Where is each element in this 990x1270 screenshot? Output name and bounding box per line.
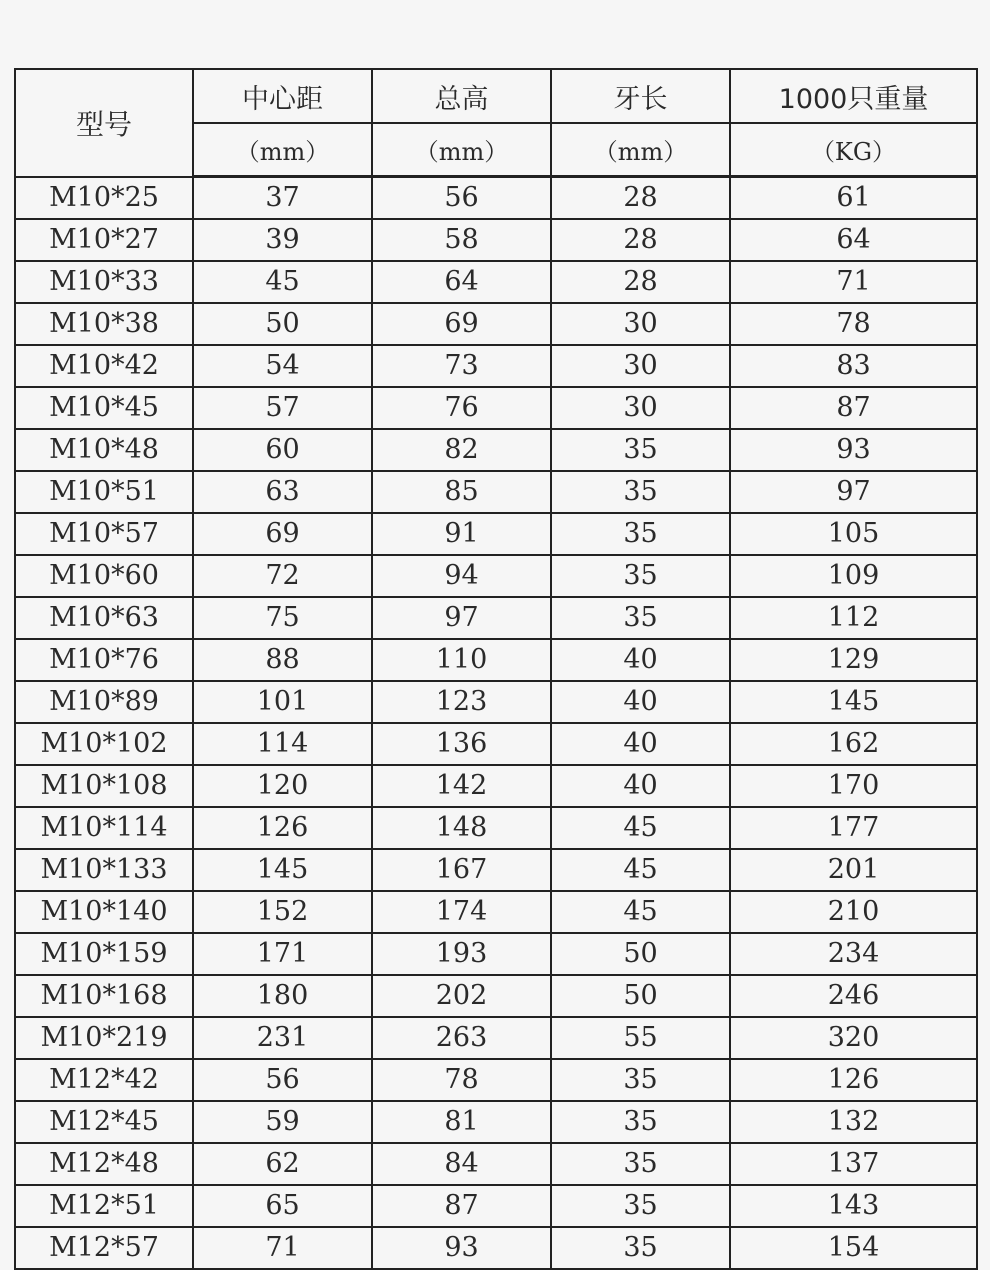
table-row [15, 891, 977, 933]
cell-weight: 201 [730, 849, 977, 891]
cell-total-height: 202 [372, 975, 551, 1017]
cell-weight: 87 [730, 387, 977, 429]
cell-weight: 145 [730, 681, 977, 723]
cell-model: M10*48 [15, 429, 193, 471]
cell-center-distance: 231 [193, 1017, 372, 1059]
unit-thread-length: （mm） [551, 123, 730, 177]
cell-thread-length: 40 [551, 681, 730, 723]
cell-thread-length: 35 [551, 513, 730, 555]
cell-weight: 132 [730, 1101, 977, 1143]
cell-total-height: 193 [372, 933, 551, 975]
header-thread-length: 牙长 [551, 69, 730, 123]
cell-weight: 109 [730, 555, 977, 597]
cell-center-distance: 60 [193, 429, 372, 471]
table-row [15, 1227, 977, 1269]
unit-weight-per-1000: （KG） [730, 123, 977, 177]
cell-center-distance: 56 [193, 1059, 372, 1101]
header-model: 型号 [15, 69, 193, 177]
cell-total-height: 56 [372, 177, 551, 220]
cell-weight: 93 [730, 429, 977, 471]
cell-thread-length: 30 [551, 387, 730, 429]
unit-total-height: （mm） [372, 123, 551, 177]
table-row [15, 597, 977, 639]
cell-center-distance: 71 [193, 1227, 372, 1269]
table-row [15, 1017, 977, 1059]
cell-thread-length: 30 [551, 303, 730, 345]
cell-model: M10*60 [15, 555, 193, 597]
cell-thread-length: 35 [551, 471, 730, 513]
header-weight-per-1000: 1000只重量 [730, 69, 977, 123]
cell-center-distance: 57 [193, 387, 372, 429]
table-row [15, 1185, 977, 1227]
table-body [15, 177, 977, 1270]
cell-total-height: 58 [372, 219, 551, 261]
cell-total-height: 97 [372, 597, 551, 639]
cell-center-distance: 171 [193, 933, 372, 975]
cell-total-height: 110 [372, 639, 551, 681]
cell-total-height: 64 [372, 261, 551, 303]
cell-total-height: 81 [372, 1101, 551, 1143]
cell-thread-length: 35 [551, 555, 730, 597]
cell-model: M10*159 [15, 933, 193, 975]
cell-model: M10*108 [15, 765, 193, 807]
cell-model: M12*51 [15, 1185, 193, 1227]
table-row [15, 1101, 977, 1143]
cell-weight: 177 [730, 807, 977, 849]
table-row [15, 387, 977, 429]
table-row [15, 177, 977, 220]
cell-center-distance: 65 [193, 1185, 372, 1227]
cell-total-height: 263 [372, 1017, 551, 1059]
table-row [15, 1143, 977, 1185]
cell-total-height: 84 [372, 1143, 551, 1185]
cell-center-distance: 145 [193, 849, 372, 891]
cell-center-distance: 45 [193, 261, 372, 303]
cell-center-distance: 120 [193, 765, 372, 807]
cell-model: M10*45 [15, 387, 193, 429]
cell-center-distance: 88 [193, 639, 372, 681]
cell-thread-length: 50 [551, 933, 730, 975]
cell-total-height: 91 [372, 513, 551, 555]
cell-center-distance: 37 [193, 177, 372, 220]
cell-total-height: 76 [372, 387, 551, 429]
cell-model: M10*114 [15, 807, 193, 849]
cell-total-height: 78 [372, 1059, 551, 1101]
cell-model: M10*219 [15, 1017, 193, 1059]
cell-thread-length: 40 [551, 723, 730, 765]
cell-model: M10*63 [15, 597, 193, 639]
table-row [15, 681, 977, 723]
cell-total-height: 69 [372, 303, 551, 345]
spec-table [14, 68, 978, 1270]
cell-thread-length: 30 [551, 345, 730, 387]
table-row [15, 303, 977, 345]
cell-weight: 320 [730, 1017, 977, 1059]
cell-weight: 105 [730, 513, 977, 555]
cell-thread-length: 35 [551, 1185, 730, 1227]
cell-center-distance: 50 [193, 303, 372, 345]
cell-center-distance: 114 [193, 723, 372, 765]
cell-weight: 137 [730, 1143, 977, 1185]
table-row [15, 345, 977, 387]
cell-center-distance: 180 [193, 975, 372, 1017]
cell-model: M10*27 [15, 219, 193, 261]
cell-weight: 112 [730, 597, 977, 639]
table-row [15, 555, 977, 597]
cell-center-distance: 39 [193, 219, 372, 261]
table-row [15, 765, 977, 807]
header-row-titles [15, 69, 977, 123]
table-row [15, 429, 977, 471]
table-row [15, 513, 977, 555]
table-row [15, 219, 977, 261]
cell-weight: 154 [730, 1227, 977, 1269]
table-row [15, 1059, 977, 1101]
cell-model: M12*57 [15, 1227, 193, 1269]
cell-weight: 162 [730, 723, 977, 765]
header-total-height: 总高 [372, 69, 551, 123]
cell-thread-length: 55 [551, 1017, 730, 1059]
cell-total-height: 123 [372, 681, 551, 723]
cell-total-height: 142 [372, 765, 551, 807]
cell-thread-length: 45 [551, 849, 730, 891]
cell-weight: 71 [730, 261, 977, 303]
cell-model: M10*42 [15, 345, 193, 387]
cell-model: M10*57 [15, 513, 193, 555]
header-center-distance: 中心距 [193, 69, 372, 123]
cell-weight: 143 [730, 1185, 977, 1227]
spec-sheet [14, 68, 976, 1270]
table-row [15, 261, 977, 303]
cell-weight: 61 [730, 177, 977, 220]
cell-weight: 78 [730, 303, 977, 345]
cell-weight: 83 [730, 345, 977, 387]
cell-thread-length: 35 [551, 1101, 730, 1143]
table-header [15, 69, 977, 177]
cell-thread-length: 40 [551, 765, 730, 807]
cell-thread-length: 35 [551, 1227, 730, 1269]
table-row [15, 723, 977, 765]
cell-total-height: 174 [372, 891, 551, 933]
cell-thread-length: 28 [551, 177, 730, 220]
unit-center-distance: （mm） [193, 123, 372, 177]
cell-total-height: 85 [372, 471, 551, 513]
cell-total-height: 82 [372, 429, 551, 471]
cell-thread-length: 35 [551, 1143, 730, 1185]
cell-thread-length: 35 [551, 597, 730, 639]
table-row [15, 639, 977, 681]
cell-center-distance: 69 [193, 513, 372, 555]
table-row [15, 471, 977, 513]
cell-total-height: 94 [372, 555, 551, 597]
cell-weight: 246 [730, 975, 977, 1017]
table-row [15, 933, 977, 975]
table-row [15, 975, 977, 1017]
cell-total-height: 167 [372, 849, 551, 891]
cell-center-distance: 72 [193, 555, 372, 597]
cell-total-height: 148 [372, 807, 551, 849]
cell-thread-length: 45 [551, 807, 730, 849]
cell-model: M12*45 [15, 1101, 193, 1143]
cell-center-distance: 75 [193, 597, 372, 639]
cell-model: M10*133 [15, 849, 193, 891]
cell-total-height: 93 [372, 1227, 551, 1269]
cell-weight: 129 [730, 639, 977, 681]
cell-thread-length: 28 [551, 261, 730, 303]
cell-total-height: 73 [372, 345, 551, 387]
cell-model: M12*48 [15, 1143, 193, 1185]
cell-model: M10*168 [15, 975, 193, 1017]
cell-model: M10*25 [15, 177, 193, 220]
table-row [15, 807, 977, 849]
cell-center-distance: 126 [193, 807, 372, 849]
cell-thread-length: 35 [551, 1059, 730, 1101]
cell-model: M10*38 [15, 303, 193, 345]
cell-weight: 126 [730, 1059, 977, 1101]
cell-model: M10*89 [15, 681, 193, 723]
cell-model: M10*33 [15, 261, 193, 303]
cell-center-distance: 59 [193, 1101, 372, 1143]
cell-thread-length: 45 [551, 891, 730, 933]
cell-model: M10*102 [15, 723, 193, 765]
cell-weight: 97 [730, 471, 977, 513]
cell-center-distance: 152 [193, 891, 372, 933]
cell-weight: 64 [730, 219, 977, 261]
cell-center-distance: 63 [193, 471, 372, 513]
cell-model: M10*76 [15, 639, 193, 681]
cell-thread-length: 35 [551, 429, 730, 471]
cell-model: M10*51 [15, 471, 193, 513]
cell-weight: 210 [730, 891, 977, 933]
cell-total-height: 87 [372, 1185, 551, 1227]
cell-weight: 170 [730, 765, 977, 807]
cell-weight: 234 [730, 933, 977, 975]
table-row [15, 849, 977, 891]
cell-center-distance: 101 [193, 681, 372, 723]
cell-total-height: 136 [372, 723, 551, 765]
cell-center-distance: 54 [193, 345, 372, 387]
cell-model: M12*42 [15, 1059, 193, 1101]
cell-thread-length: 40 [551, 639, 730, 681]
cell-center-distance: 62 [193, 1143, 372, 1185]
cell-thread-length: 50 [551, 975, 730, 1017]
cell-model: M10*140 [15, 891, 193, 933]
cell-thread-length: 28 [551, 219, 730, 261]
